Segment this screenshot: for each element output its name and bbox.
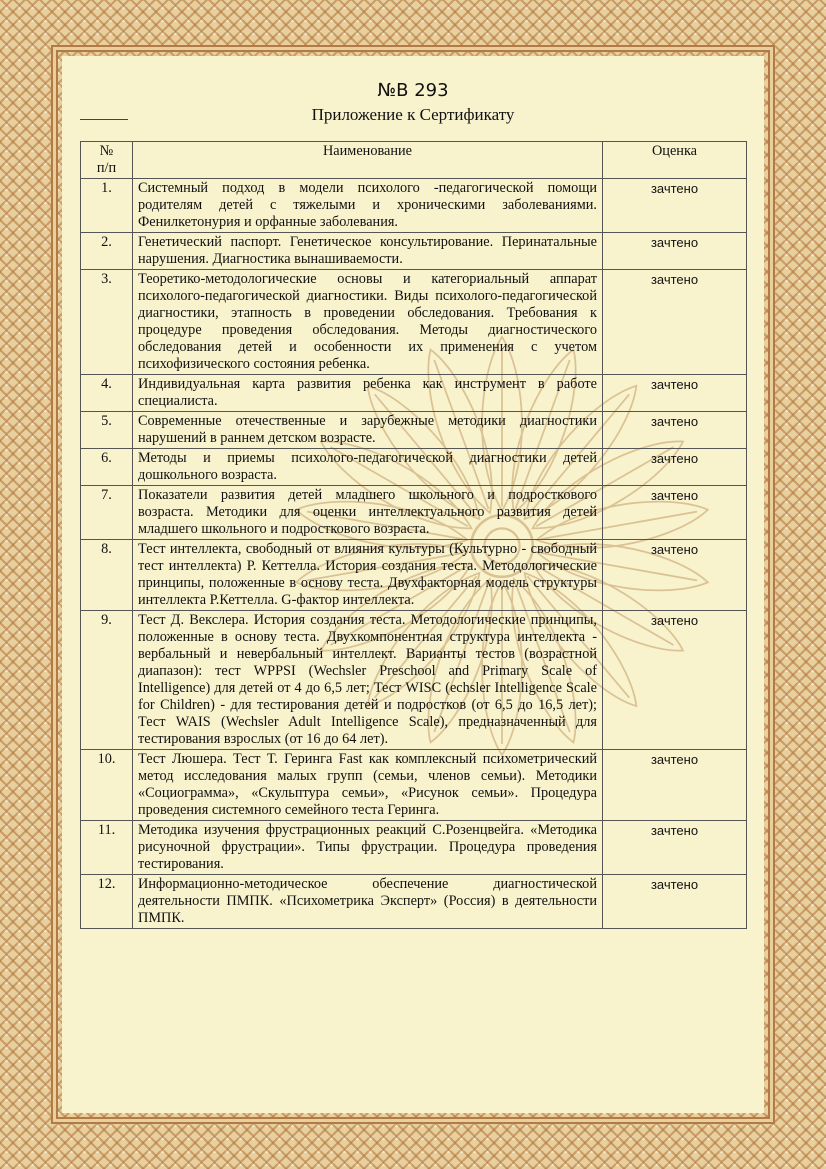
document-subtitle: Приложение к Сертификату — [311, 105, 515, 124]
row-course-name: Системный подход в модели психолого -педагогической помощи родителям детей с тяжелыми и хроническими заболеваниями. Фенилкетонурия и орфанные заболевания. — [133, 179, 603, 233]
courses-table — [80, 141, 747, 929]
document-paper — [62, 56, 764, 1113]
row-grade: зачтено — [603, 875, 747, 929]
row-number: 9. — [81, 611, 133, 750]
header-rule — [80, 119, 128, 120]
row-course-name: Тест интеллекта, свободный от влияния культуры (Культурно - свободный тест интеллекта) Р. Кеттелла. История создания теста. Методологические принципы, положенные в основу теста. Двухфакторная модель структуры интеллекта Р.Кеттелла. G-фактор интеллекта. — [133, 540, 603, 611]
row-course-name: Методы и приемы психолого-педагогической диагностики детей дошкольного возраста. — [133, 449, 603, 486]
table-row — [81, 233, 747, 270]
row-number: 8. — [81, 540, 133, 611]
row-number: 3. — [81, 270, 133, 375]
row-course-name: Индивидуальная карта развития ребенка как инструмент в работе специалиста. — [133, 375, 603, 412]
row-grade: зачтено — [603, 540, 747, 611]
row-grade: зачтено — [603, 750, 747, 821]
row-number: 10. — [81, 750, 133, 821]
row-number: 6. — [81, 449, 133, 486]
certificate-number: №В 293 — [377, 80, 449, 101]
row-course-name: Информационно-методическое обеспечение диагностической деятельности ПМПК. «Психометрика Эксперт» (Россия) в деятельности ПМПК. — [133, 875, 603, 929]
row-number: 1. — [81, 179, 133, 233]
column-header-name: Наименование — [133, 142, 603, 179]
table-row — [81, 750, 747, 821]
row-course-name: Генетический паспорт. Генетическое консультирование. Перинатальные нарушения. Диагностика вынашиваемости. — [133, 233, 603, 270]
column-header-grade: Оценка — [603, 142, 747, 179]
table-row — [81, 270, 747, 375]
row-grade: зачтено — [603, 375, 747, 412]
table-row — [81, 486, 747, 540]
table-row — [81, 449, 747, 486]
row-number: 11. — [81, 821, 133, 875]
column-header-number: № п/п — [81, 142, 133, 179]
document-header — [62, 80, 764, 126]
row-grade: зачтено — [603, 412, 747, 449]
row-number: 4. — [81, 375, 133, 412]
row-grade: зачтено — [603, 821, 747, 875]
table-row — [81, 412, 747, 449]
row-course-name: Теоретико-методологические основы и категориальный аппарат психолого-педагогической диагностики. Виды психолого-педагогической диагностики, этапность в проведении обследования. Требования к процедуре проведения обследования. Методы диагностического обследования детей и особенности их применения с учетом психофизического состояния ребенка. — [133, 270, 603, 375]
table-row — [81, 875, 747, 929]
table-row — [81, 611, 747, 750]
table-body — [81, 179, 747, 929]
table-row — [81, 179, 747, 233]
row-grade: зачтено — [603, 486, 747, 540]
row-grade: зачтено — [603, 233, 747, 270]
row-course-name: Современные отечественные и зарубежные методики диагностики нарушений в раннем детском возрасте. — [133, 412, 603, 449]
row-grade: зачтено — [603, 449, 747, 486]
row-grade: зачтено — [603, 270, 747, 375]
row-number: 7. — [81, 486, 133, 540]
table-row — [81, 375, 747, 412]
table-row — [81, 540, 747, 611]
table-row — [81, 821, 747, 875]
row-grade: зачтено — [603, 179, 747, 233]
row-course-name: Тест Д. Векслера. История создания теста. Методологические принципы, положенные в основу теста. Двухкомпонентная структура интеллекта - вербальный и невербальный интеллект. Варианты тестов (возрастной диапазон): тест WPPSI (Wechsler Preschool and Primary Scale of Intelligence) для детей от 4 до 6,5 лет; Тест WISC (echsler Intelligence Scale for Children) - для тестирования детей и подростков (от 6,5 до 16,5 лет); Тест WAIS (Wechsler Adult Intelligence Scale), предназначенный для тестирования взрослых (от 16 до 64 лет). — [133, 611, 603, 750]
row-number: 5. — [81, 412, 133, 449]
row-course-name: Тест Люшера. Тест Т. Геринга Fast как комплексный психометрический метод исследования малых групп (семьи, членов семьи). Методики «Социограмма», «Скульптура семьи», «Рисунок семьи». Процедура проведения системного семейного теста Геринга. — [133, 750, 603, 821]
row-course-name: Показатели развития детей младшего школьного и подросткового возраста. Методики для оценки интеллектуального развития детей младшего школьного и подросткового возраста. — [133, 486, 603, 540]
row-number: 12. — [81, 875, 133, 929]
row-grade: зачтено — [603, 611, 747, 750]
table-header-row — [81, 142, 747, 179]
row-course-name: Методика изучения фрустрационных реакций С.Розенцвейга. «Методика рисуночной фрустрации». Типы фрустрации. Процедура проведения тестирования. — [133, 821, 603, 875]
row-number: 2. — [81, 233, 133, 270]
